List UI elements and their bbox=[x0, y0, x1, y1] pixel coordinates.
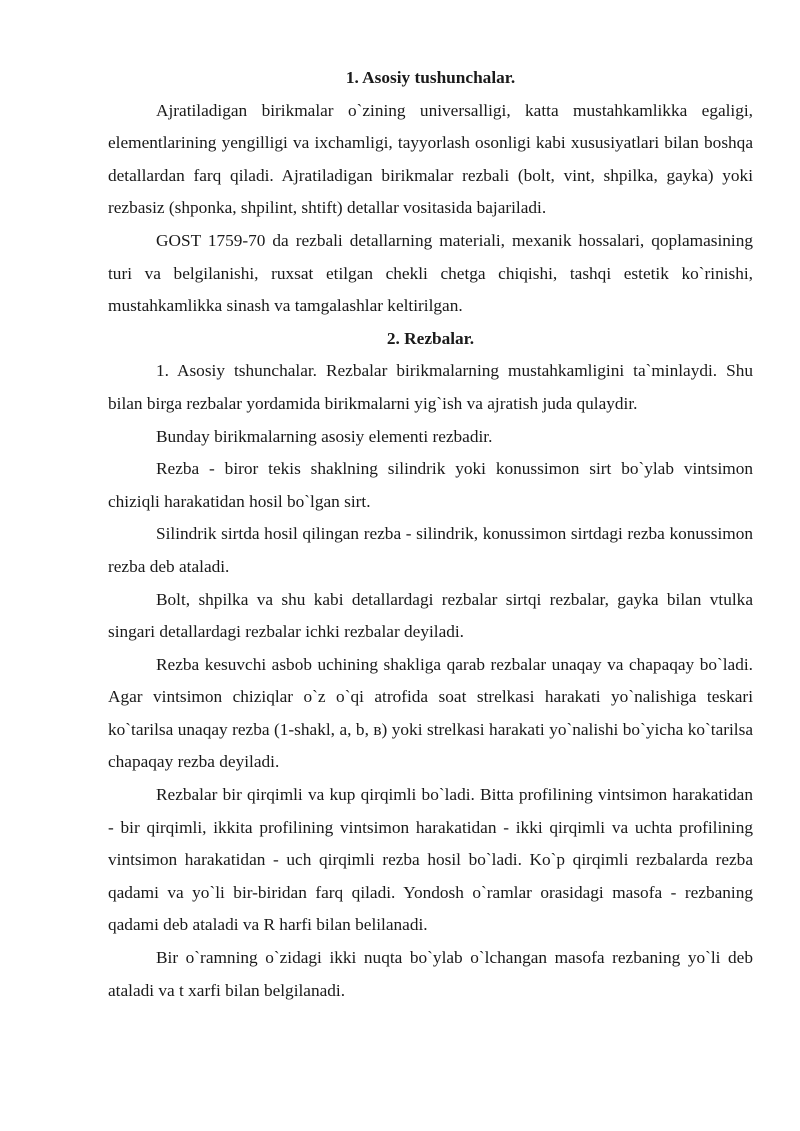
paragraph: GOST 1759-70 da rezbali detallarning materiali, mexanik hossalari, qoplamasining turi va belgilanishi, ruxsat etilgan chekli chetga chiqishi, tashqi estetik ko`rinishi, mustahkamlikka sinash va tamgalashlar keltirilgan. bbox=[108, 230, 753, 316]
paragraph: 1. Asosiy tshunchalar. Rezbalar birikmalarning mustahkamligini ta`minlaydi. Shu bilan birga rezbalar yordamida birikmalarni yig`ish va ajratish juda qulaydir. bbox=[108, 361, 753, 413]
paragraph: Rezbalar bir qirqimli va kup qirqimli bo`ladi. Bitta profilining vintsimon harakatidan - bir qirqimli, ikkita profilining vintsimon harakatidan - ikki qirqimli va uchta profilining vintsimon harakatidan - uch qirqimli rezba hosil bo`ladi. Ko`p qirqimli rezbalarda rezba qadami va yo`li bir-biridan farq qiladi. Yondosh o`ramlar orasidagi masofa - rezbaning qadami deb ataladi va R harfi bilan belilanadi. bbox=[108, 785, 753, 935]
paragraph: Bolt, shpilka va shu kabi detallardagi rezbalar sirtqi rezbalar, gayka bilan vtulka singari detallardagi rezbalar ichki rezbalar deyiladi. bbox=[108, 589, 753, 642]
paragraph: Ajratiladigan birikmalar o`zining universalligi, katta mustahkamlikka egaligi, elementlarining yengilligi va ixchamligi, tayyorlash osonligi kabi xususiyatlari bilan boshqa detallardan farq qiladi. Ajratiladigan birikmalar rezbali (bolt, vint, shpilka, gayka) yoki rezbasiz (shponka, shpilint, shtift) detallar vositasida bajariladi. bbox=[108, 100, 753, 218]
paragraph: Bir o`ramning o`zidagi ikki nuqta bo`ylab o`lchangan masofa rezbaning yo`li deb ataladi va t xarfi bilan belgilanadi. bbox=[108, 948, 753, 1000]
section-heading-threads: 2. Rezbalar. bbox=[386, 328, 475, 348]
paragraph: Rezba kesuvchi asbob uchining shakliga qarab rezbalar unaqay va chapaqay bo`ladi. Agar vintsimon chiziqlar o`z o`qi atrofida soat strelkasi harakati yo`nalishiga teskari ko`tarilsa unaqay rezba (1-shakl, a, b, в) yoki strelkasi harakati yo`nalishi bo`yicha ko`tarilsa chapaqay rezba deyiladi. bbox=[108, 654, 753, 772]
section-heading-basic-concepts: 1. Asosiy tushunchalar. bbox=[345, 68, 516, 87]
paragraph: Silindrik sirtda hosil qilingan rezba - silindrik, konussimon sirtdagi rezba konussimon rezba deb ataladi. bbox=[108, 524, 753, 576]
paragraph: Bunday birikmalarning asosiy elementi rezbadir. bbox=[156, 426, 493, 446]
paragraph: Rezba - biror tekis shaklning silindrik yoki konussimon sirt bo`ylab vintsimon chiziqli harakatidan hosil bo`lgan sirt. bbox=[108, 459, 753, 511]
document-page bbox=[108, 62, 753, 1007]
